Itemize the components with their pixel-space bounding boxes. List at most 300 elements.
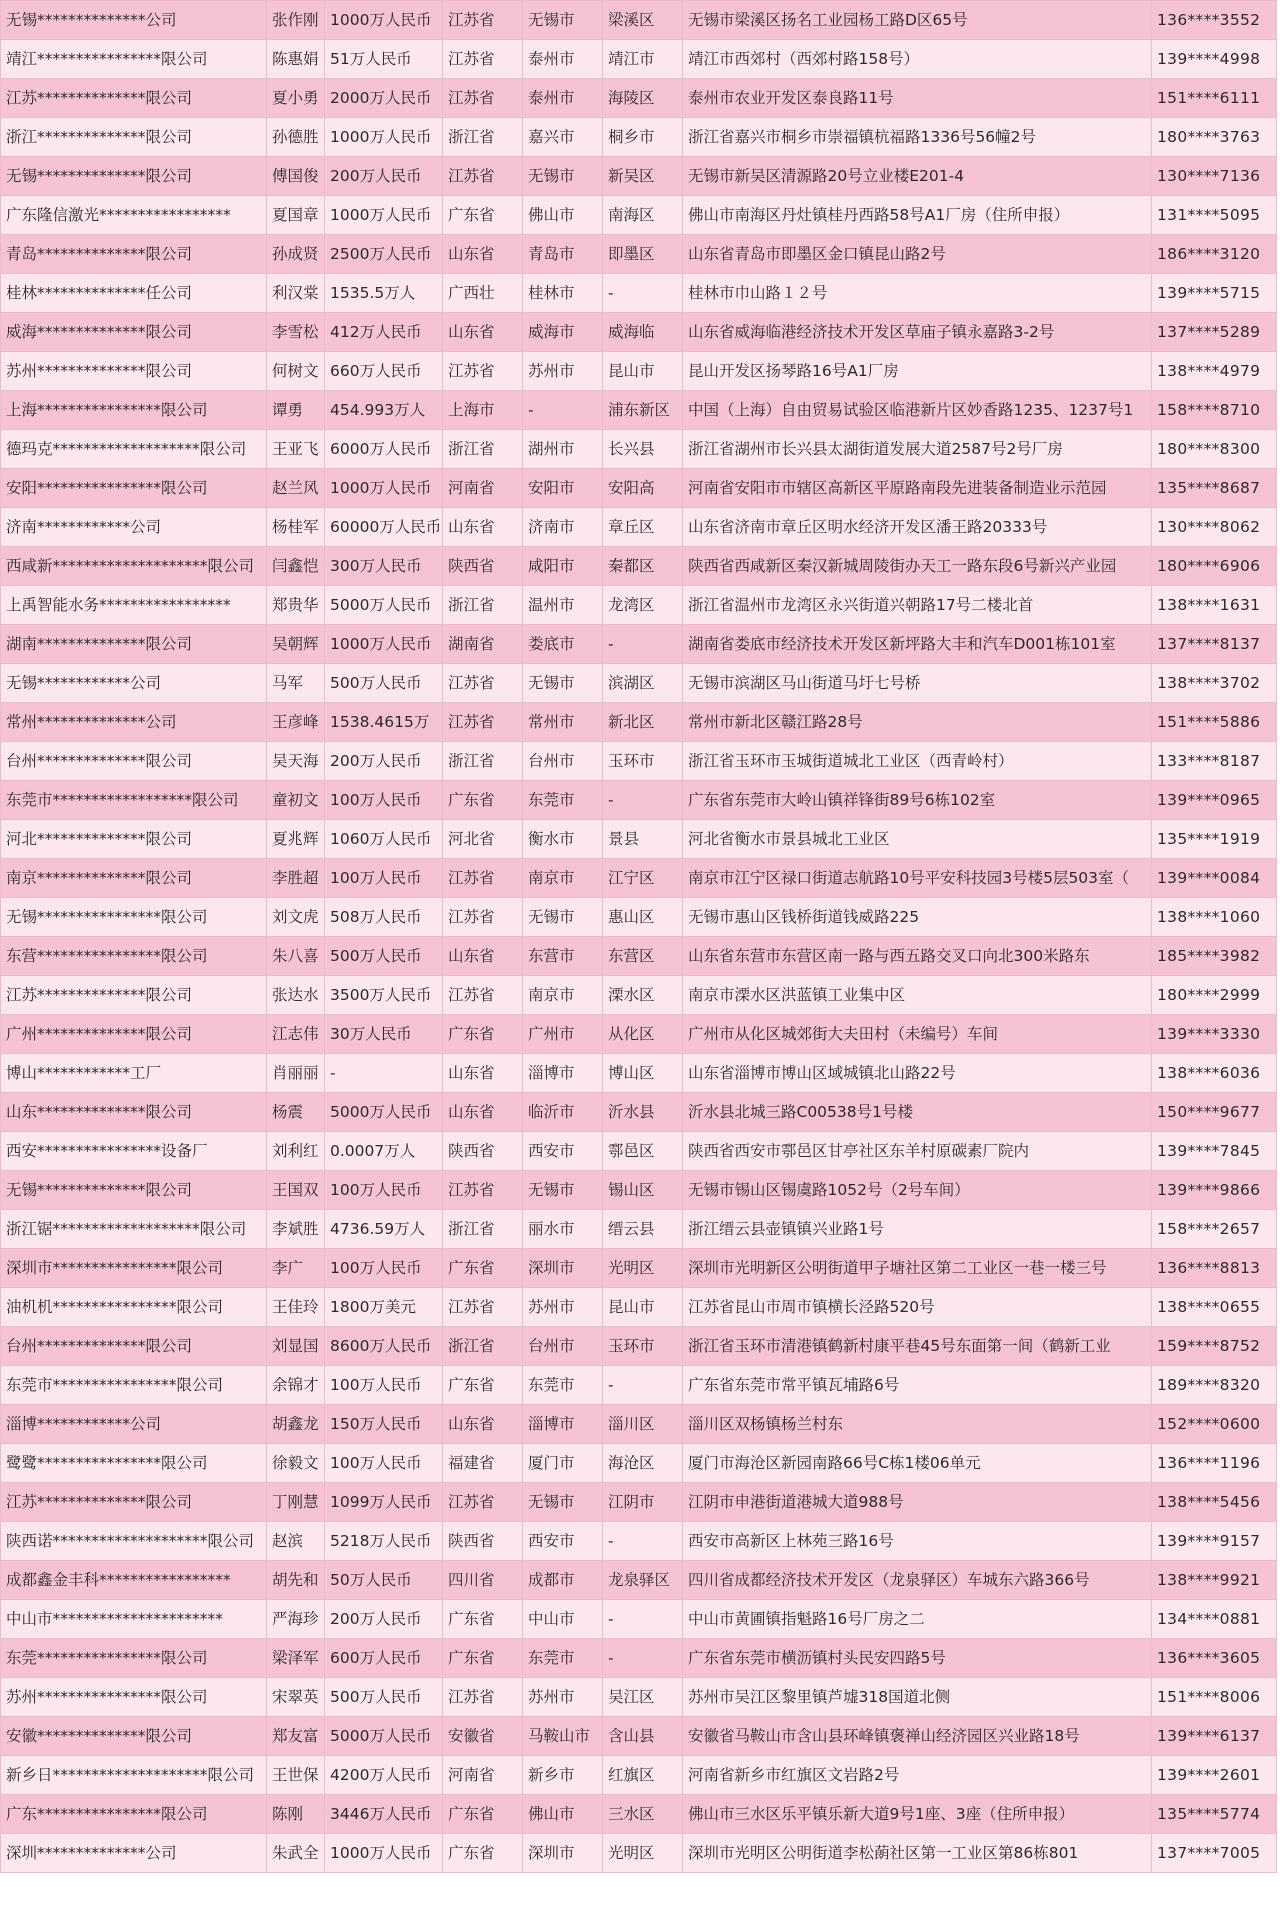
district-cell: 龙湾区 [603, 586, 683, 625]
table-row [1, 391, 1277, 430]
address-cell: 山东省威海临港经济技术开发区草庙子镇永嘉路3-2号 [683, 313, 1152, 352]
company-name-cell: 安徽**************限公司 [1, 1717, 267, 1756]
province-cell: 浙江省 [443, 118, 523, 157]
table-row [1, 586, 1277, 625]
registered-capital-cell: 500万人民币 [325, 937, 443, 976]
address-cell: 厦门市海沧区新园南路66号C栋1楼06单元 [683, 1444, 1152, 1483]
province-cell: 陕西省 [443, 1132, 523, 1171]
province-cell: 江苏省 [443, 1678, 523, 1717]
district-cell: 锡山区 [603, 1171, 683, 1210]
district-cell: - [603, 1522, 683, 1561]
registered-capital-cell: 600万人民币 [325, 1639, 443, 1678]
company-name-cell: 江苏**************限公司 [1, 976, 267, 1015]
phone-cell: 130****8062 [1152, 508, 1277, 547]
phone-cell: 137****8137 [1152, 625, 1277, 664]
phone-cell: 151****6111 [1152, 79, 1277, 118]
address-cell: 中国（上海）自由贸易试验区临港新片区妙香路1235、1237号1 [683, 391, 1152, 430]
table-row [1, 40, 1277, 79]
company-name-cell: 河北**************限公司 [1, 820, 267, 859]
contact-person-cell: 杨震 [267, 1093, 325, 1132]
contact-person-cell: 王佳玲 [267, 1288, 325, 1327]
registered-capital-cell: 1000万人民币 [325, 1, 443, 40]
contact-person-cell: 郑友富 [267, 1717, 325, 1756]
table-row [1, 1210, 1277, 1249]
province-cell: 陕西省 [443, 547, 523, 586]
registered-capital-cell: 5000万人民币 [325, 1717, 443, 1756]
phone-cell: 151****5886 [1152, 703, 1277, 742]
city-cell: 淄博市 [523, 1405, 603, 1444]
city-cell: 成都市 [523, 1561, 603, 1600]
district-cell: 秦都区 [603, 547, 683, 586]
phone-cell: 152****0600 [1152, 1405, 1277, 1444]
city-cell: 东莞市 [523, 1639, 603, 1678]
address-cell: 佛山市南海区丹灶镇桂丹西路58号A1厂房（住所申报） [683, 196, 1152, 235]
province-cell: 湖南省 [443, 625, 523, 664]
registered-capital-cell: 1000万人民币 [325, 196, 443, 235]
phone-cell: 138****1060 [1152, 898, 1277, 937]
province-cell: 广东省 [443, 1366, 523, 1405]
address-cell: 无锡市惠山区钱桥街道钱威路225 [683, 898, 1152, 937]
company-name-cell: 浙江锯*******************限公司 [1, 1210, 267, 1249]
table-row [1, 703, 1277, 742]
contact-person-cell: 王世保 [267, 1756, 325, 1795]
address-cell: 河南省安阳市市辖区高新区平原路南段先进装备制造业示范园 [683, 469, 1152, 508]
province-cell: 江苏省 [443, 1288, 523, 1327]
address-cell: 河北省衡水市景县城北工业区 [683, 820, 1152, 859]
city-cell: 无锡市 [523, 664, 603, 703]
city-cell: 台州市 [523, 1327, 603, 1366]
contact-person-cell: 谭勇 [267, 391, 325, 430]
province-cell: 广东省 [443, 1015, 523, 1054]
phone-cell: 138****0655 [1152, 1288, 1277, 1327]
table-row [1, 1600, 1277, 1639]
city-cell: 临沂市 [523, 1093, 603, 1132]
contact-person-cell: 王彦峰 [267, 703, 325, 742]
registered-capital-cell: 0.0007万人 [325, 1132, 443, 1171]
registered-capital-cell: 1099万人民币 [325, 1483, 443, 1522]
registered-capital-cell: 3500万人民币 [325, 976, 443, 1015]
district-cell: 江宁区 [603, 859, 683, 898]
address-cell: 浙江缙云县壶镇镇兴业路1号 [683, 1210, 1152, 1249]
province-cell: 江苏省 [443, 1483, 523, 1522]
table-row [1, 1132, 1277, 1171]
phone-cell: 139****3330 [1152, 1015, 1277, 1054]
province-cell: 广东省 [443, 1249, 523, 1288]
table-row [1, 1639, 1277, 1678]
city-cell: 西安市 [523, 1522, 603, 1561]
company-name-cell: 西咸新********************限公司 [1, 547, 267, 586]
phone-cell: 158****2657 [1152, 1210, 1277, 1249]
city-cell: 济南市 [523, 508, 603, 547]
phone-cell: 134****0881 [1152, 1600, 1277, 1639]
table-row [1, 1756, 1277, 1795]
district-cell: - [603, 1639, 683, 1678]
contact-person-cell: 王亚飞 [267, 430, 325, 469]
city-cell: 西安市 [523, 1132, 603, 1171]
province-cell: 浙江省 [443, 1210, 523, 1249]
province-cell: 山东省 [443, 313, 523, 352]
registered-capital-cell: 60000万人民币 [325, 508, 443, 547]
registered-capital-cell: 412万人民币 [325, 313, 443, 352]
province-cell: 江苏省 [443, 40, 523, 79]
district-cell: 东营区 [603, 937, 683, 976]
address-cell: 山东省青岛市即墨区金口镇昆山路2号 [683, 235, 1152, 274]
province-cell: 山东省 [443, 937, 523, 976]
contact-person-cell: 郑贵华 [267, 586, 325, 625]
contact-person-cell: 孙德胜 [267, 118, 325, 157]
phone-cell: 138****9921 [1152, 1561, 1277, 1600]
contact-person-cell: 张作刚 [267, 1, 325, 40]
company-name-cell: 桂林**************任公司 [1, 274, 267, 313]
phone-cell: 133****8187 [1152, 742, 1277, 781]
registered-capital-cell: 1000万人民币 [325, 625, 443, 664]
contact-person-cell: 李胜超 [267, 859, 325, 898]
contact-person-cell: 赵滨 [267, 1522, 325, 1561]
contact-person-cell: 夏国章 [267, 196, 325, 235]
address-cell: 广州市从化区城郊街大夫田村（未编号）车间 [683, 1015, 1152, 1054]
registered-capital-cell: 8600万人民币 [325, 1327, 443, 1366]
province-cell: 江苏省 [443, 157, 523, 196]
table-row [1, 1717, 1277, 1756]
contact-person-cell: 李雪松 [267, 313, 325, 352]
company-name-cell: 无锡**************限公司 [1, 1171, 267, 1210]
company-name-cell: 常州**************公司 [1, 703, 267, 742]
company-name-cell: 广州**************限公司 [1, 1015, 267, 1054]
city-cell: 马鞍山市 [523, 1717, 603, 1756]
province-cell: 山东省 [443, 235, 523, 274]
province-cell: 河北省 [443, 820, 523, 859]
city-cell: 嘉兴市 [523, 118, 603, 157]
table-row [1, 820, 1277, 859]
district-cell: 靖江市 [603, 40, 683, 79]
company-name-cell: 苏州**************限公司 [1, 352, 267, 391]
phone-cell: 180****2999 [1152, 976, 1277, 1015]
phone-cell: 186****3120 [1152, 235, 1277, 274]
contact-person-cell: 李广 [267, 1249, 325, 1288]
phone-cell: 139****9866 [1152, 1171, 1277, 1210]
province-cell: 广东省 [443, 1834, 523, 1873]
province-cell: 山东省 [443, 1054, 523, 1093]
registered-capital-cell: 1535.5万人 [325, 274, 443, 313]
district-cell: 从化区 [603, 1015, 683, 1054]
table-row [1, 508, 1277, 547]
table-row [1, 1249, 1277, 1288]
table-row [1, 1834, 1277, 1873]
company-name-cell: 深圳市****************限公司 [1, 1249, 267, 1288]
table-row [1, 196, 1277, 235]
registered-capital-cell: - [325, 1054, 443, 1093]
table-row [1, 937, 1277, 976]
address-cell: 南京市江宁区禄口街道志航路10号平安科技园3号楼5层503室（ [683, 859, 1152, 898]
registered-capital-cell: 660万人民币 [325, 352, 443, 391]
district-cell: 吴江区 [603, 1678, 683, 1717]
contact-person-cell: 吴朝辉 [267, 625, 325, 664]
phone-cell: 131****5095 [1152, 196, 1277, 235]
registered-capital-cell: 2500万人民币 [325, 235, 443, 274]
district-cell: 安阳高 [603, 469, 683, 508]
province-cell: 河南省 [443, 1756, 523, 1795]
phone-cell: 189****8320 [1152, 1366, 1277, 1405]
city-cell: 常州市 [523, 703, 603, 742]
city-cell: 无锡市 [523, 898, 603, 937]
table-row [1, 625, 1277, 664]
contact-person-cell: 朱八喜 [267, 937, 325, 976]
table-row [1, 1093, 1277, 1132]
table-row [1, 1795, 1277, 1834]
registered-capital-cell: 3446万人民币 [325, 1795, 443, 1834]
phone-cell: 136****8813 [1152, 1249, 1277, 1288]
contact-person-cell: 刘利红 [267, 1132, 325, 1171]
table-row [1, 1522, 1277, 1561]
address-cell: 靖江市西郊村（西郊村路158号） [683, 40, 1152, 79]
province-cell: 江苏省 [443, 1171, 523, 1210]
province-cell: 江苏省 [443, 352, 523, 391]
company-name-cell: 安阳****************限公司 [1, 469, 267, 508]
city-cell: 苏州市 [523, 1678, 603, 1717]
address-cell: 山东省淄博市博山区域城镇北山路22号 [683, 1054, 1152, 1093]
registered-capital-cell: 200万人民币 [325, 157, 443, 196]
company-name-cell: 中山市********************** [1, 1600, 267, 1639]
company-name-cell: 无锡**************公司 [1, 1, 267, 40]
contact-person-cell: 傅国俊 [267, 157, 325, 196]
address-cell: 浙江省玉环市清港镇鹤新村康平巷45号东面第一间（鹤新工业 [683, 1327, 1152, 1366]
company-name-cell: 无锡**************限公司 [1, 157, 267, 196]
district-cell: 桐乡市 [603, 118, 683, 157]
province-cell: 上海市 [443, 391, 523, 430]
district-cell: 玉环市 [603, 742, 683, 781]
district-cell: 沂水县 [603, 1093, 683, 1132]
phone-cell: 138****3702 [1152, 664, 1277, 703]
address-cell: 安徽省马鞍山市含山县环峰镇褒禅山经济园区兴业路18号 [683, 1717, 1152, 1756]
phone-cell: 159****8752 [1152, 1327, 1277, 1366]
district-cell: 即墨区 [603, 235, 683, 274]
city-cell: 广州市 [523, 1015, 603, 1054]
registered-capital-cell: 100万人民币 [325, 859, 443, 898]
contact-person-cell: 余锦才 [267, 1366, 325, 1405]
address-cell: 无锡市锡山区锡虞路1052号（2号车间） [683, 1171, 1152, 1210]
table-row [1, 157, 1277, 196]
table-row [1, 859, 1277, 898]
phone-cell: 150****9677 [1152, 1093, 1277, 1132]
city-cell: 东莞市 [523, 781, 603, 820]
province-cell: 山东省 [443, 1405, 523, 1444]
registered-capital-cell: 500万人民币 [325, 664, 443, 703]
city-cell: 南京市 [523, 859, 603, 898]
table-row [1, 118, 1277, 157]
table-body [1, 1, 1277, 1873]
district-cell: 景县 [603, 820, 683, 859]
company-name-cell: 南京**************限公司 [1, 859, 267, 898]
district-cell: 博山区 [603, 1054, 683, 1093]
phone-cell: 136****3605 [1152, 1639, 1277, 1678]
registered-capital-cell: 51万人民币 [325, 40, 443, 79]
district-cell: - [603, 274, 683, 313]
address-cell: 陕西省西安市鄠邑区甘亭社区东羊村原碳素厂院内 [683, 1132, 1152, 1171]
company-name-cell: 西安****************设备厂 [1, 1132, 267, 1171]
contact-person-cell: 吴天海 [267, 742, 325, 781]
address-cell: 湖南省娄底市经济技术开发区新坪路大丰和汽车D001栋101室 [683, 625, 1152, 664]
province-cell: 江苏省 [443, 976, 523, 1015]
province-cell: 广东省 [443, 1795, 523, 1834]
registered-capital-cell: 50万人民币 [325, 1561, 443, 1600]
phone-cell: 151****8006 [1152, 1678, 1277, 1717]
registered-capital-cell: 100万人民币 [325, 1444, 443, 1483]
company-name-cell: 威海**************限公司 [1, 313, 267, 352]
table-row [1, 1678, 1277, 1717]
registered-capital-cell: 1000万人民币 [325, 469, 443, 508]
contact-person-cell: 刘显国 [267, 1327, 325, 1366]
address-cell: 广东省东莞市横沥镇村头民安四路5号 [683, 1639, 1152, 1678]
city-cell: 深圳市 [523, 1249, 603, 1288]
phone-cell: 180****3763 [1152, 118, 1277, 157]
phone-cell: 138****4979 [1152, 352, 1277, 391]
address-cell: 西安市高新区上林苑三路16号 [683, 1522, 1152, 1561]
table-row [1, 430, 1277, 469]
registered-capital-cell: 100万人民币 [325, 1249, 443, 1288]
district-cell: 昆山市 [603, 352, 683, 391]
contact-person-cell: 宋翠英 [267, 1678, 325, 1717]
province-cell: 河南省 [443, 469, 523, 508]
company-name-cell: 无锡************公司 [1, 664, 267, 703]
company-name-cell: 东莞市******************限公司 [1, 781, 267, 820]
phone-cell: 139****0965 [1152, 781, 1277, 820]
contact-person-cell: 何树文 [267, 352, 325, 391]
province-cell: 浙江省 [443, 586, 523, 625]
contact-person-cell: 李斌胜 [267, 1210, 325, 1249]
province-cell: 四川省 [443, 1561, 523, 1600]
company-name-cell: 东莞市****************限公司 [1, 1366, 267, 1405]
company-name-cell: 台州**************限公司 [1, 1327, 267, 1366]
table-row [1, 742, 1277, 781]
table-row [1, 1327, 1277, 1366]
city-cell: 台州市 [523, 742, 603, 781]
address-cell: 无锡市滨湖区马山街道马圩七号桥 [683, 664, 1152, 703]
address-cell: 河南省新乡市红旗区文岩路2号 [683, 1756, 1152, 1795]
district-cell: 惠山区 [603, 898, 683, 937]
address-cell: 江苏省昆山市周市镇横长泾路520号 [683, 1288, 1152, 1327]
city-cell: 咸阳市 [523, 547, 603, 586]
city-cell: 娄底市 [523, 625, 603, 664]
registered-capital-cell: 200万人民币 [325, 742, 443, 781]
city-cell: 南京市 [523, 976, 603, 1015]
registered-capital-cell: 2000万人民币 [325, 79, 443, 118]
company-name-cell: 博山************工厂 [1, 1054, 267, 1093]
address-cell: 浙江省嘉兴市桐乡市崇福镇杭福路1336号56幢2号 [683, 118, 1152, 157]
address-cell: 无锡市梁溪区扬名工业园杨工路D区65号 [683, 1, 1152, 40]
company-name-cell: 江苏**************限公司 [1, 1483, 267, 1522]
registered-capital-cell: 5000万人民币 [325, 1093, 443, 1132]
contact-person-cell: 丁刚慧 [267, 1483, 325, 1522]
city-cell: 威海市 [523, 313, 603, 352]
phone-cell: 139****9157 [1152, 1522, 1277, 1561]
company-name-cell: 东营****************限公司 [1, 937, 267, 976]
district-cell: 滨湖区 [603, 664, 683, 703]
company-name-cell: 鹭鹭****************限公司 [1, 1444, 267, 1483]
contact-person-cell: 张达水 [267, 976, 325, 1015]
registered-capital-cell: 5218万人民币 [325, 1522, 443, 1561]
table-row [1, 1015, 1277, 1054]
address-cell: 山东省济南市章丘区明水经济开发区潘王路20333号 [683, 508, 1152, 547]
address-cell: 江阴市申港街道港城大道988号 [683, 1483, 1152, 1522]
district-cell: - [603, 781, 683, 820]
contact-person-cell: 严海珍 [267, 1600, 325, 1639]
province-cell: 浙江省 [443, 430, 523, 469]
registered-capital-cell: 4200万人民币 [325, 1756, 443, 1795]
province-cell: 浙江省 [443, 1327, 523, 1366]
table-row [1, 469, 1277, 508]
table-row [1, 898, 1277, 937]
company-name-cell: 湖南**************限公司 [1, 625, 267, 664]
company-name-cell: 江苏**************限公司 [1, 79, 267, 118]
city-cell: 泰州市 [523, 40, 603, 79]
city-cell: 淄博市 [523, 1054, 603, 1093]
phone-cell: 139****4998 [1152, 40, 1277, 79]
company-name-cell: 台州**************限公司 [1, 742, 267, 781]
contact-person-cell: 陈刚 [267, 1795, 325, 1834]
district-cell: 威海临 [603, 313, 683, 352]
contact-person-cell: 肖丽丽 [267, 1054, 325, 1093]
phone-cell: 158****8710 [1152, 391, 1277, 430]
table-row [1, 547, 1277, 586]
district-cell: 玉环市 [603, 1327, 683, 1366]
district-cell: 浦东新区 [603, 391, 683, 430]
city-cell: 无锡市 [523, 1483, 603, 1522]
registered-capital-cell: 100万人民币 [325, 1366, 443, 1405]
company-name-cell: 德玛克*******************限公司 [1, 430, 267, 469]
phone-cell: 138****5456 [1152, 1483, 1277, 1522]
district-cell: 海沧区 [603, 1444, 683, 1483]
city-cell: 青岛市 [523, 235, 603, 274]
company-name-cell: 广东****************限公司 [1, 1795, 267, 1834]
registered-capital-cell: 5000万人民币 [325, 586, 443, 625]
city-cell: 安阳市 [523, 469, 603, 508]
company-name-cell: 广东隆信激光***************** [1, 196, 267, 235]
registered-capital-cell: 300万人民币 [325, 547, 443, 586]
contact-person-cell: 江志伟 [267, 1015, 325, 1054]
company-name-cell: 青岛**************限公司 [1, 235, 267, 274]
table-row [1, 1444, 1277, 1483]
registered-capital-cell: 1000万人民币 [325, 1834, 443, 1873]
table-row [1, 1, 1277, 40]
district-cell: - [603, 1366, 683, 1405]
contact-person-cell: 胡先和 [267, 1561, 325, 1600]
phone-cell: 139****0084 [1152, 859, 1277, 898]
province-cell: 福建省 [443, 1444, 523, 1483]
contact-person-cell: 利汉棠 [267, 274, 325, 313]
table-row [1, 352, 1277, 391]
company-name-cell: 苏州****************限公司 [1, 1678, 267, 1717]
province-cell: 安徽省 [443, 1717, 523, 1756]
district-cell: 龙泉驿区 [603, 1561, 683, 1600]
province-cell: 浙江省 [443, 742, 523, 781]
phone-cell: 139****2601 [1152, 1756, 1277, 1795]
contact-person-cell: 赵兰风 [267, 469, 325, 508]
registered-capital-cell: 508万人民币 [325, 898, 443, 937]
registered-capital-cell: 1060万人民币 [325, 820, 443, 859]
district-cell: 光明区 [603, 1834, 683, 1873]
province-cell: 山东省 [443, 1093, 523, 1132]
city-cell: 东莞市 [523, 1366, 603, 1405]
address-cell: 广东省东莞市大岭山镇祥锋街89号6栋102室 [683, 781, 1152, 820]
company-name-cell: 深圳**************公司 [1, 1834, 267, 1873]
district-cell: 海陵区 [603, 79, 683, 118]
district-cell: 溧水区 [603, 976, 683, 1015]
table-row [1, 1054, 1277, 1093]
city-cell: 湖州市 [523, 430, 603, 469]
province-cell: 广东省 [443, 1639, 523, 1678]
city-cell: 衡水市 [523, 820, 603, 859]
registered-capital-cell: 150万人民币 [325, 1405, 443, 1444]
